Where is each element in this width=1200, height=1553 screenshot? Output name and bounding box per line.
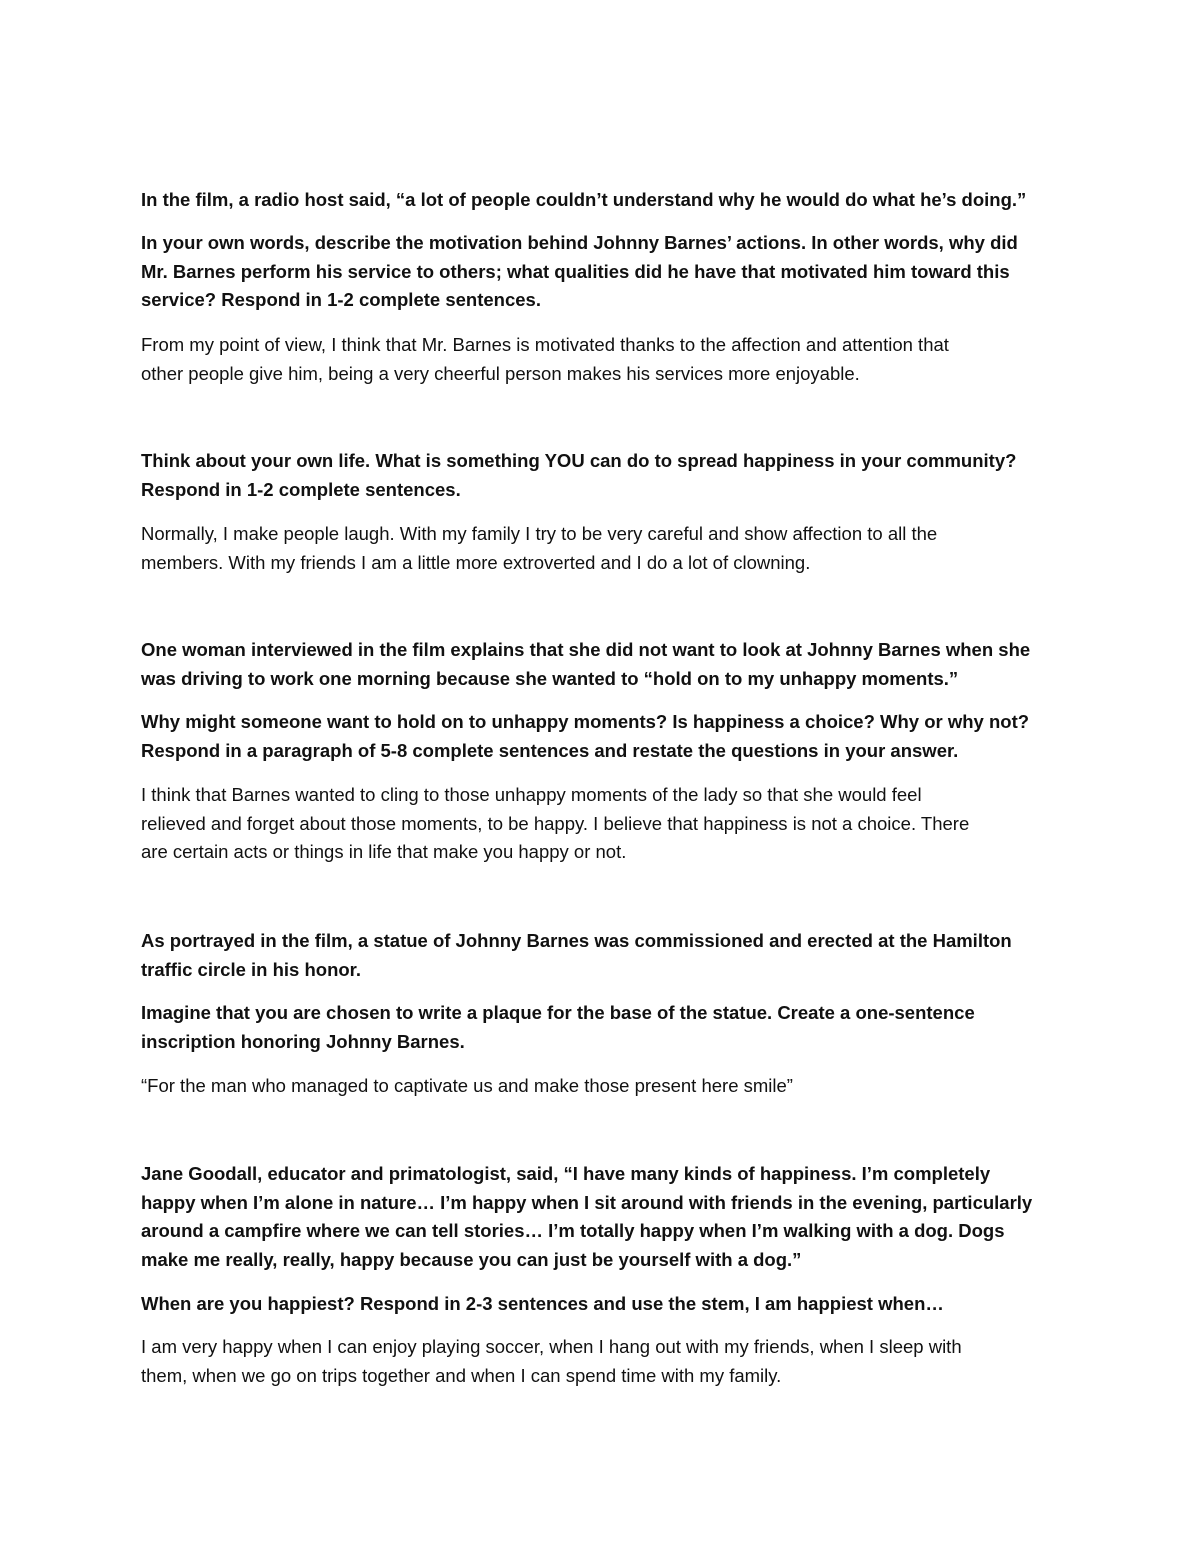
section3-answer-line: are certain acts or things in life that make you happy or not. (141, 841, 627, 862)
section2-question (141, 447, 1071, 504)
section1-context-line: In the film, a radio host said, “a lot of people couldn’t understand why he would do what he’s doing.” (141, 189, 1027, 210)
section4-answer (141, 1072, 1071, 1101)
section1-question-line: Mr. Barnes perform his service to others; what qualities did he have that motivated him toward this (141, 260, 1010, 282)
section4-context-line: As portrayed in the film, a statue of Johnny Barnes was commissioned and erected at the Hamilton (141, 930, 1012, 951)
section4-context-line: traffic circle in his honor. (141, 958, 361, 980)
section5-context (141, 1160, 1071, 1274)
section2-answer (141, 520, 1071, 577)
section3-answer-line: relieved and forget about those moments, to be happy. I believe that happiness is not a choice. There (141, 812, 970, 834)
section1-question (141, 229, 1071, 315)
section5-answer-line: I am very happy when I can enjoy playing soccer, when I hang out with my friends, when I sleep with (141, 1336, 962, 1357)
section1-answer-line: From my point of view, I think that Mr. Barnes is motivated thanks to the affection and attention that (141, 334, 949, 355)
section3-answer-line: I think that Barnes wanted to cling to those unhappy moments of the lady so that she would feel (141, 784, 922, 805)
section1-context (141, 186, 1071, 215)
section4-answer-line: “For the man who managed to captivate us and make those present here smile” (141, 1075, 793, 1096)
section3-question-line: Respond in a paragraph of 5-8 complete sentences and restate the questions in your answer. (141, 739, 959, 761)
section5-context-line: around a campfire where we can tell stories… I’m totally happy when I’m walking with a dog. Dogs (141, 1220, 1005, 1241)
section3-context-line: was driving to work one morning because she wanted to “hold on to my unhappy moments.” (141, 667, 959, 689)
section2-answer-line: members. With my friends I am a little more extroverted and I do a lot of clowning. (141, 551, 811, 573)
section5-answer (141, 1333, 1071, 1390)
section2-question-line: Think about your own life. What is something YOU can do to spread happiness in your community? (141, 450, 1017, 471)
section5-answer-line: them, when we go on trips together and when I can spend time with my family. (141, 1364, 782, 1386)
section5-context-line: happy when I’m alone in nature… I’m happy when I sit around with friends in the evening, particularly (141, 1191, 1033, 1213)
section5-context-line: Jane Goodall, educator and primatologist, said, “I have many kinds of happiness. I’m completely (141, 1163, 991, 1184)
section1-answer (141, 331, 1071, 388)
section2-answer-line: Normally, I make people laugh. With my family I try to be very careful and show affection to all the (141, 523, 938, 544)
section5-context-line: make me really, really, happy because you can just be yourself with a dog.” (141, 1248, 802, 1270)
section4-question-line: inscription honoring Johnny Barnes. (141, 1030, 465, 1052)
section3-question (141, 708, 1071, 765)
section1-question-line: In your own words, describe the motivation behind Johnny Barnes’ actions. In other words, why did (141, 232, 1018, 253)
section4-question (141, 999, 1071, 1056)
section3-context (141, 636, 1071, 693)
section5-question (141, 1290, 1071, 1319)
section3-question-line: Why might someone want to hold on to unhappy moments? Is happiness a choice? Why or why not? (141, 711, 1030, 732)
section4-context (141, 927, 1071, 984)
section3-context-line: One woman interviewed in the film explains that she did not want to look at Johnny Barnes when she (141, 639, 1031, 660)
section1-question-line: service? Respond in 1-2 complete sentences. (141, 289, 541, 310)
section2-question-line: Respond in 1-2 complete sentences. (141, 478, 461, 500)
section1-answer-line: other people give him, being a very cheerful person makes his services more enjoyable. (141, 362, 860, 384)
section4-question-line: Imagine that you are chosen to write a plaque for the base of the statue. Create a one-sentence (141, 1002, 975, 1023)
section5-question-line: When are you happiest? Respond in 2-3 sentences and use the stem, I am happiest when… (141, 1293, 944, 1314)
section3-answer (141, 781, 1071, 867)
